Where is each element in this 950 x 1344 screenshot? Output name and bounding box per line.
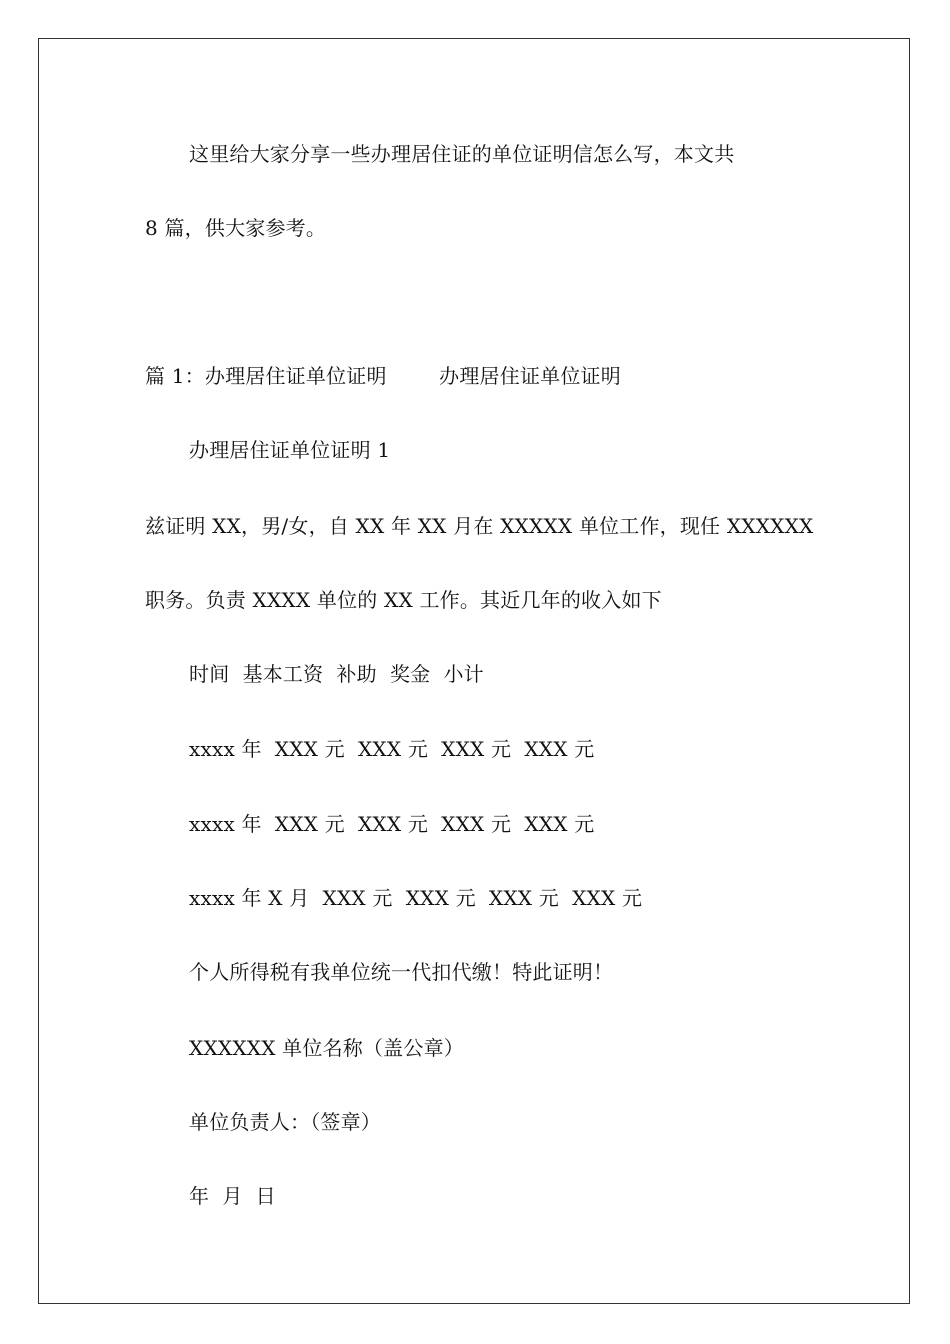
income-table-row: xxxx 年 X 月 XXX 元 XXX 元 XXX 元 XXX 元	[189, 886, 643, 910]
organization-name: XXXXXX 单位名称（盖公章）	[189, 1036, 464, 1060]
tax-note: 个人所得税有我单位统一代扣代缴！特此证明！	[189, 960, 614, 984]
responsible-person: 单位负责人：（签章）	[189, 1110, 381, 1134]
income-table-header: 时间 基本工资 补助 奖金 小计	[189, 662, 484, 686]
income-table-row: xxxx 年 XXX 元 XXX 元 XXX 元 XXX 元	[189, 737, 595, 761]
intro-paragraph-line-2: 8 篇，供大家参考。	[145, 216, 327, 240]
subheading: 办理居住证单位证明 1	[189, 438, 391, 462]
date-line: 年 月 日	[189, 1184, 276, 1208]
section-heading: 篇 1：办理居住证单位证明 办理居住证单位证明	[145, 364, 621, 388]
income-table-row: xxxx 年 XXX 元 XXX 元 XXX 元 XXX 元	[189, 812, 595, 836]
intro-paragraph-line-1: 这里给大家分享一些办理居住证的单位证明信怎么写，本文共	[189, 142, 735, 166]
body-paragraph-line-2: 职务。负责 XXXX 单位的 XX 工作。其近几年的收入如下	[145, 588, 662, 612]
body-paragraph-line-1: 兹证明 XX，男/女，自 XX 年 XX 月在 XXXXX 单位工作，现任 XXXXXX	[145, 514, 814, 538]
